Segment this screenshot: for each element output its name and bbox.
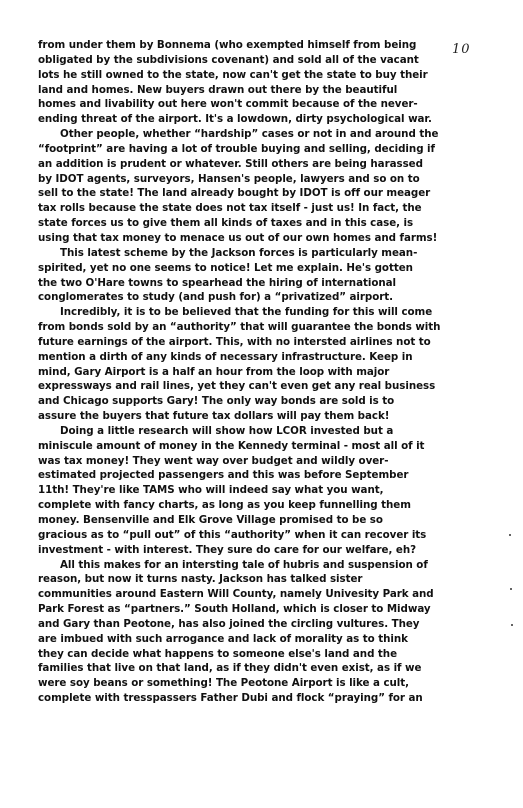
- text-line: mind, Gary Airport is a half an hour from the loop with major: [38, 365, 390, 378]
- text-line: families that live on that land, as if they didn't even exist, as if we: [38, 662, 422, 675]
- text-line: and Chicago supports Gary! The only way bonds are sold is to: [38, 395, 395, 408]
- scan-speck: [511, 624, 513, 626]
- text-line: reason, but now it turns nasty. Jackson has talked sister: [38, 573, 363, 586]
- text-line: ending threat of the airport. It's a lowdown, dirty psychological war.: [38, 113, 432, 126]
- text-line: obligated by the subdivisions covenant) and sold all of the vacant: [38, 53, 419, 66]
- text-line: gracious as to “pull out” of this “authority” when it can recover its: [38, 528, 427, 541]
- text-line: state forces us to give them all kinds of taxes and in this case, is: [38, 217, 414, 230]
- text-line: homes and livability out here won't commit because of the never-: [38, 98, 418, 111]
- page-number: 10: [452, 42, 471, 57]
- document-body: [38, 38, 490, 706]
- text-line: by IDOT agents, surveyors, Hansen's people, lawyers and so on to: [38, 172, 420, 185]
- scan-speck: [509, 534, 511, 536]
- text-line: This latest scheme by the Jackson forces is particularly mean-: [60, 246, 418, 259]
- text-line: complete with tresspassers Father Dubi and flock “praying” for an: [38, 692, 423, 705]
- text-line: were soy beans or something! The Peotone Airport is like a cult,: [38, 677, 410, 690]
- text-line: All this makes for an intersting tale of hubris and suspension of: [60, 558, 428, 571]
- text-line: was tax money! They went way over budget and wildly over-: [38, 454, 389, 467]
- text-line: land and homes. New buyers drawn out there by the beautiful: [38, 83, 398, 96]
- text-line: lots he still owned to the state, now can't get the state to buy their: [38, 68, 428, 81]
- text-line: sell to the state! The land already bought by IDOT is off our meager: [38, 187, 431, 200]
- text-line: tax rolls because the state does not tax itself - just us! In fact, the: [38, 202, 422, 215]
- text-line: estimated projected passengers and this was before September: [38, 469, 409, 482]
- text-line: miniscule amount of money in the Kennedy terminal - most all of it: [38, 439, 425, 452]
- text-line: and Gary than Peotone, has also joined the circling vultures. They: [38, 617, 420, 630]
- text-line: Park Forest as “partners.” South Holland, which is closer to Midway: [38, 603, 431, 616]
- text-line: future earnings of the airport. This, with no intersted airlines not to: [38, 335, 431, 348]
- text-line: the two O'Hare towns to spearhead the hiring of international: [38, 276, 397, 289]
- text-line: communities around Eastern Will County, namely Univesity Park and: [38, 588, 434, 601]
- text-line: Other people, whether “hardship” cases or not in and around the: [60, 128, 439, 141]
- text-line: spirited, yet no one seems to notice! Let me explain. He's gotten: [38, 261, 413, 274]
- scan-speck: [510, 588, 512, 590]
- text-line: using that tax money to menace us out of our own homes and farms!: [38, 231, 438, 244]
- text-line: from bonds sold by an “authority” that will guarantee the bonds with: [38, 321, 441, 334]
- text-line: Incredibly, it is to be believed that the funding for this will come: [60, 306, 433, 319]
- text-line: they can decide what happens to someone else's land and the: [38, 647, 398, 660]
- text-line: an addition is prudent or whatever. Still others are being harassed: [38, 157, 423, 170]
- text-line: Doing a little research will show how LCOR invested but a: [60, 424, 394, 437]
- text-line: are imbued with such arrogance and lack of morality as to think: [38, 632, 408, 645]
- text-line: money. Bensenville and Elk Grove Village promised to be so: [38, 514, 383, 526]
- text-line: “footprint” are having a lot of trouble buying and selling, deciding if: [38, 142, 435, 155]
- text-line: from under them by Bonnema (who exempted himself from being: [38, 39, 417, 51]
- text-line: complete with fancy charts, as long as you keep funnelling them: [38, 499, 411, 512]
- text-line: assure the buyers that future tax dollars will pay them back!: [38, 410, 390, 423]
- text-line: 11th! They're like TAMS who will indeed say what you want,: [38, 484, 384, 497]
- text-line: investment - with interest. They sure do care for our welfare, eh?: [38, 543, 417, 556]
- text-line: conglomerates to study (and push for) a “privatized” airport.: [38, 291, 394, 304]
- text-line: mention a dirth of any kinds of necessary infrastructure. Keep in: [38, 350, 413, 363]
- text-line: expressways and rail lines, yet they can't even get any real business: [38, 380, 436, 393]
